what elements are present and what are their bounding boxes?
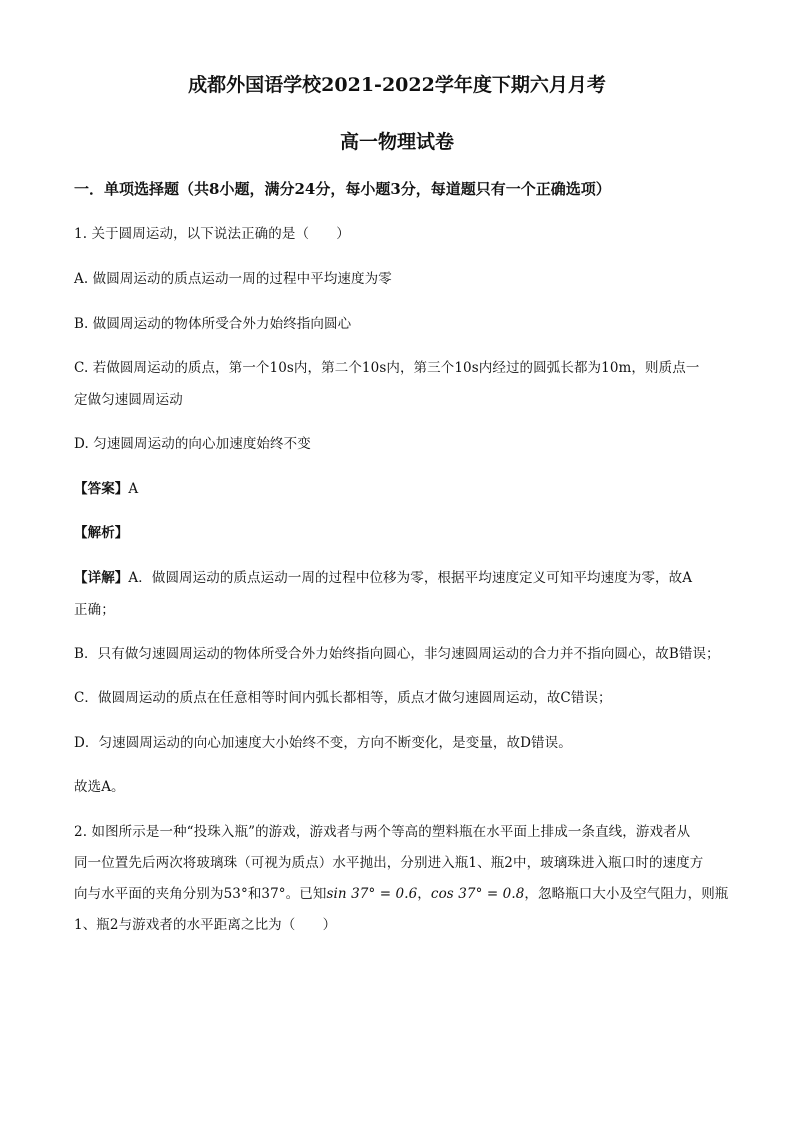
q2-line3-sep: ， [417, 886, 431, 902]
q1-option-c-line2: 定做匀速圆周运动 [74, 392, 183, 408]
q1-option-b: B. 做圆周运动的物体所受合外力始终指向圆心 [74, 316, 352, 332]
q2-line1: 2. 如图所示是一种“投珠入瓶”的游戏，游戏者与两个等高的塑料瓶在水平面上排成一条直线，游戏者从 [74, 824, 691, 840]
exam-subtitle: 高一物理试卷 [339, 131, 454, 153]
q2-line4: 1、瓶2与游戏者的水平距离之比为（ ） [74, 917, 337, 933]
q1-conclusion: 故选A。 [74, 779, 125, 795]
q1-answer [74, 477, 138, 497]
q1-option-a: A. 做圆周运动的质点运动一周的过程中平均速度为零 [74, 271, 392, 287]
q1-option-c-line1: C. 若做圆周运动的质点，第一个10s内，第二个10s内，第三个10s内经过的圆弧长都为10m，则质点一 [74, 360, 700, 376]
q2-line3-b: ，忽略瓶口大小及空气阻力，则瓶 [524, 886, 729, 902]
detail-d: D．匀速圆周运动的向心加速度大小始终不变，方向不断变化，是变量，故D错误。 [74, 735, 572, 751]
q2-line3-a: 向与水平面的夹角分别为53°和37°。已知 [74, 886, 327, 902]
q1-option-d: D. 匀速圆周运动的向心加速度始终不变 [74, 436, 311, 452]
q1-stem: 1. 关于圆周运动，以下说法正确的是（ ） [74, 226, 350, 242]
q2-line2: 同一位置先后两次将玻璃珠（可视为质点）水平抛出，分别进入瓶1、瓶2中，玻璃珠进入瓶口时的速度方 [74, 855, 704, 871]
sin-expression: sin 37° = 0.6 [326, 886, 418, 902]
cos-expression: cos 37° = 0.8 [430, 886, 525, 902]
detail-a-text: A．做圆周运动的质点运动一周的过程中位移为零，根据平均速度定义可知平均速度为零，故A [128, 570, 693, 586]
exam-title: 成都外国语学校2021-2022学年度下期六月月考 [188, 74, 606, 96]
answer-value: A [128, 481, 139, 497]
answer-label: 【答案】 [74, 481, 129, 497]
detail-b: B．只有做匀速圆周运动的物体所受合外力始终指向圆心，非匀速圆周运动的合力并不指向圆心，故B错误； [74, 646, 720, 662]
analysis-label: 【解析】 [74, 525, 129, 541]
section-heading: 一．单项选择题（共8小题，满分24分，每小题3分，每道题只有一个正确选项） [74, 180, 611, 198]
detail-a-line1 [74, 566, 692, 586]
detail-a-line2: 正确； [74, 602, 115, 618]
detail-c: C．做圆周运动的质点在任意相等时间内弧长都相等，质点才做匀速圆周运动，故C错误； [74, 690, 612, 706]
detail-label: 【详解】 [74, 570, 129, 586]
q2-line3 [74, 882, 728, 902]
